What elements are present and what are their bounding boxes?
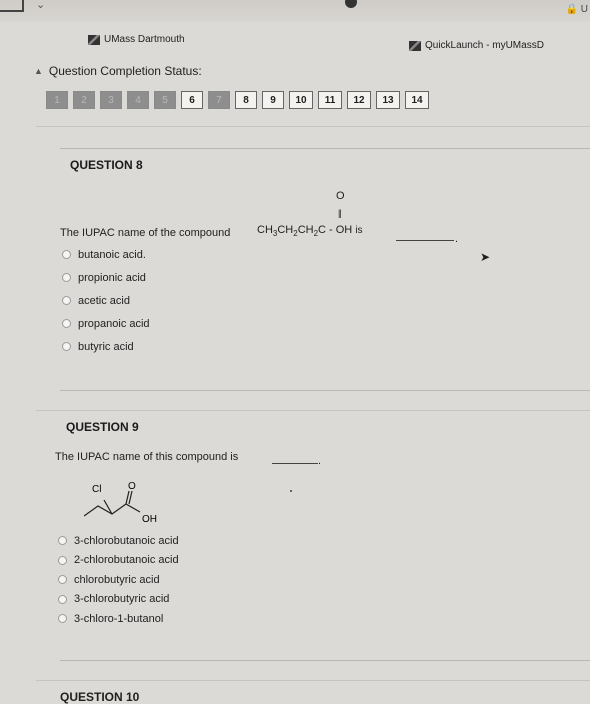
umass-dartmouth-label: UMass Dartmouth [104,34,185,45]
umass-logo-icon [88,35,100,45]
question-nav-4[interactable]: 4 [127,91,149,109]
formula-part: C - OH [318,224,353,236]
question-9-options [58,531,179,629]
answer-option[interactable] [58,551,179,571]
umass-dartmouth-link[interactable] [88,34,185,45]
question-9-period: . [318,455,322,467]
question-nav-7[interactable]: 7 [208,91,230,109]
question-8-period: . [455,233,459,245]
divider [60,390,590,391]
answer-option-label: chlorobutyric acid [74,573,160,586]
formula-subscript: 2 [293,229,298,239]
question-nav-12[interactable]: 12 [347,91,371,109]
o-atom-label: O [128,481,136,492]
question-nav-2[interactable]: 2 [73,91,95,109]
question-10-title: QUESTION 10 [60,690,140,704]
answer-option-label: 3-chlorobutyric acid [74,593,170,606]
completion-status-label: Question Completion Status: [48,64,202,78]
answer-blank [272,463,318,464]
question-nav-14[interactable]: 14 [405,91,429,109]
radio-button[interactable] [58,556,67,565]
quick-links-bar [0,34,590,50]
question-nav-3[interactable]: 3 [100,91,122,109]
formula-tail: is [355,225,363,236]
divider [36,680,590,681]
radio-button[interactable] [58,536,67,545]
answer-blank [396,240,454,241]
formula-part: CH [297,224,314,236]
question-9-prompt: The IUPAC name of this compound is [55,451,239,463]
carbon-chain [84,504,140,516]
mouse-pointer-icon: ➤ [480,250,491,264]
question-nav-6[interactable]: 6 [181,91,203,109]
stray-dot [290,490,292,492]
formula-subscript: 3 [272,229,278,239]
answer-option[interactable] [58,590,179,610]
oh-group-label: OH [142,514,157,525]
umass-logo-icon [409,41,421,51]
divider [36,410,590,411]
window-corner-icon [0,0,24,12]
answer-option-label: propanoic acid [78,317,150,330]
question-nav-8[interactable]: 8 [235,91,257,109]
record-button-icon[interactable] [345,0,357,8]
radio-button[interactable] [58,595,67,604]
question-nav-11[interactable]: 11 [318,91,342,109]
co-double-bond [126,491,129,504]
answer-option-label: butanoic acid. [78,248,146,261]
formula-subscript: 2 [313,229,319,239]
radio-button[interactable] [62,250,71,259]
answer-option[interactable] [58,531,179,551]
quicklaunch-link[interactable] [409,40,544,51]
answer-option-label: 3-chloro-1-butanol [74,612,164,625]
question-nav-5[interactable]: 5 [154,91,176,109]
formula-part: CH [277,224,294,236]
co-double-bond [129,491,132,504]
answer-option-label: acetic acid [78,294,130,307]
answer-option[interactable] [62,335,150,358]
question-9-title: QUESTION 9 [66,420,139,434]
answer-option[interactable] [58,570,179,590]
divider [60,660,590,661]
radio-button[interactable] [62,296,71,305]
answer-option[interactable] [62,289,150,312]
cl-atom-label: Cl [92,484,102,495]
carbonyl-double-bond: || [338,208,341,218]
divider [60,148,590,149]
chevron-down-icon[interactable]: ⌄ [36,0,46,11]
chemical-structure [84,478,194,526]
browser-top-bar [0,0,590,22]
question-number-list [46,91,429,109]
question-8-prompt: The IUPAC name of the compound [60,227,231,239]
radio-button[interactable] [62,273,71,282]
radio-button[interactable] [62,342,71,351]
answer-option-label: propionic acid [78,271,146,284]
question-nav-13[interactable]: 13 [376,91,400,109]
star-icon: ▲ [34,66,43,76]
quicklaunch-label: QuickLaunch - myUMassD [425,40,544,51]
carbonyl-oxygen-label: O [336,190,345,202]
question-8-title: QUESTION 8 [70,158,143,172]
answer-option[interactable] [62,243,150,266]
radio-button[interactable] [58,614,67,623]
profile-initial-icon[interactable]: U [580,4,588,15]
answer-option[interactable] [58,609,179,629]
formula-part: CH [257,224,273,236]
question-nav-9[interactable]: 9 [262,91,284,109]
answer-option[interactable] [62,266,150,289]
answer-option-label: 2-chlorobutanoic acid [74,554,179,567]
question-8-formula [257,224,363,238]
answer-option-label: 3-chlorobutanoic acid [74,534,179,547]
radio-button[interactable] [62,319,71,328]
question-nav-10[interactable]: 10 [289,91,313,109]
completion-status [34,64,202,78]
answer-option[interactable] [62,312,150,335]
answer-option-label: butyric acid [78,340,134,353]
lock-icon: 🔒 [565,4,578,15]
question-nav-1[interactable]: 1 [46,91,68,109]
question-8-options [62,243,150,358]
radio-button[interactable] [58,575,67,584]
divider [36,126,590,127]
